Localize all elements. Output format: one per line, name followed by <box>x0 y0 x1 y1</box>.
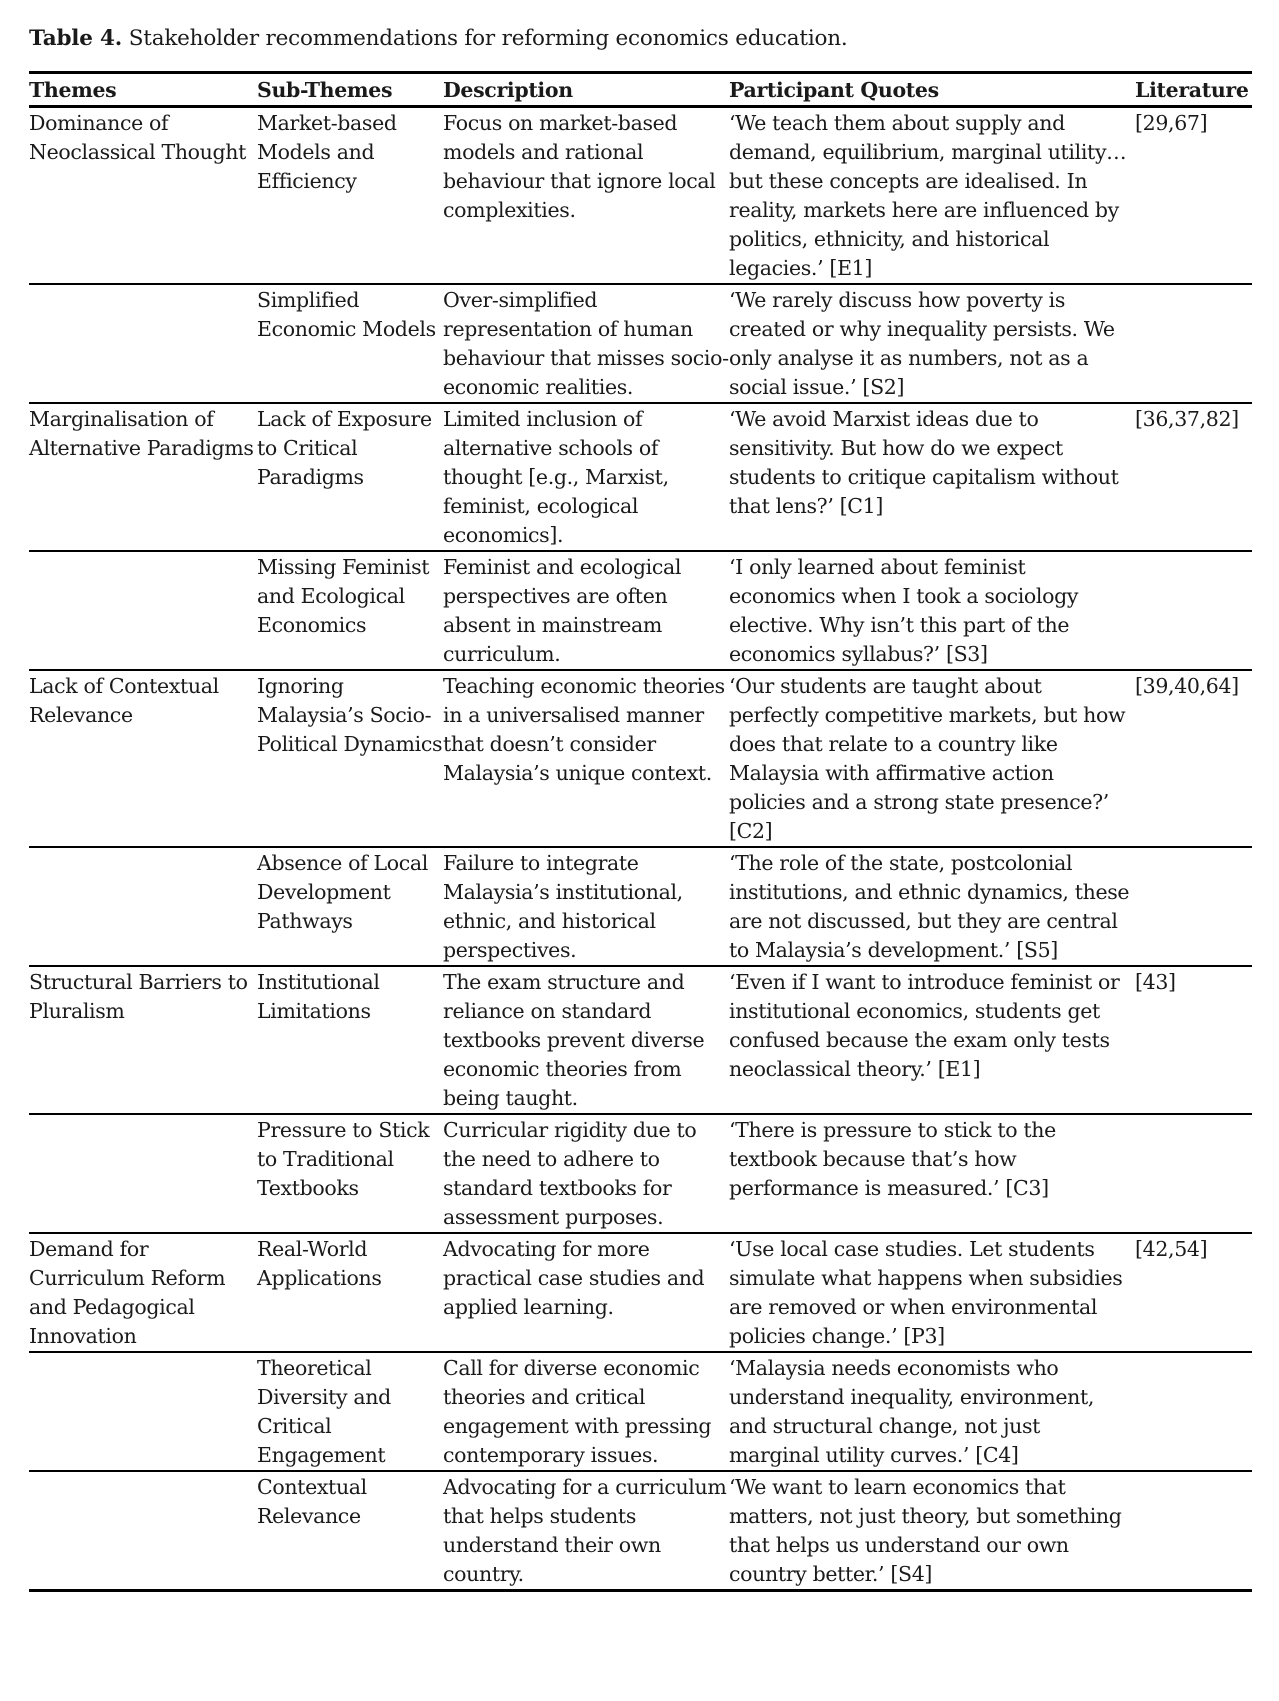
table-header <box>29 73 1252 107</box>
cell-description: Limited inclusion of alternative schools of thought [e.g., Marxist, feminist, ecological economics]. <box>443 407 669 547</box>
table-caption <box>29 26 848 51</box>
table-row <box>29 107 1252 285</box>
cell-literature: [39,40,64] <box>1135 674 1239 698</box>
cell-subtheme: Absence of Local Development Pathways <box>257 851 428 933</box>
cell-literature <box>1135 1471 1252 1591</box>
cell-subtheme: Ignoring Malaysia’s Socio-Political Dynamics <box>257 674 443 756</box>
cell-subtheme: Real-World Applications <box>257 1237 382 1290</box>
cell-subtheme: Market-based Models and Efficiency <box>257 111 397 193</box>
cell-subtheme: Simplified Economic Models <box>257 288 436 341</box>
cell-description: Focus on market-based models and rational behaviour that ignore local complexities. <box>443 111 716 222</box>
cell-theme: Marginalisation of Alternative Paradigms <box>29 407 254 460</box>
header-sub-themes: Sub-Themes <box>257 78 393 102</box>
cell-description: Call for diverse economic theories and critical engagement with pressing contemporary issues. <box>443 1356 712 1467</box>
cell-theme: Structural Barriers to Pluralism <box>29 970 248 1023</box>
cell-literature <box>1135 1352 1252 1471</box>
table-caption-text: Stakeholder recommendations for reforming economics education. <box>128 26 848 51</box>
cell-theme: Lack of Contextual Relevance <box>29 674 219 727</box>
cell-description: Feminist and ecological perspectives are often absent in mainstream curriculum. <box>443 555 682 666</box>
cell-theme: Demand for Curriculum Reform and Pedagogical Innovation <box>29 1237 226 1348</box>
cell-quote: ‘The role of the state, postcolonial institutions, and ethnic dynamics, these are not discussed, but they are central to Malaysia’s development.’ [S5] <box>729 851 1130 962</box>
cell-quote: ‘Even if I want to introduce feminist or institutional economics, students get confused because the exam only tests neoclassical theory.’ [E1] <box>729 970 1120 1081</box>
cell-theme: Dominance of Neoclassical Thought <box>29 111 247 164</box>
cell-theme <box>29 551 257 670</box>
cell-theme <box>29 1352 257 1471</box>
cell-subtheme: Theoretical Diversity and Critical Engagement <box>257 1356 391 1467</box>
table-row <box>29 966 1252 1114</box>
table-row <box>29 551 1252 670</box>
cell-literature: [43] <box>1135 970 1176 994</box>
cell-quote: ‘We rarely discuss how poverty is created or why inequality persists. We only analyse it as numbers, not as a social issue.’ [S2] <box>729 288 1115 399</box>
cell-subtheme: Contextual Relevance <box>257 1475 367 1528</box>
cell-description: Teaching economic theories in a universalised manner that doesn’t consider Malaysia’s unique context. <box>443 674 725 785</box>
recommendations-table <box>29 71 1252 1592</box>
cell-quote: ‘We want to learn economics that matters, not just theory, but something that helps us understand our own country better.’ [S4] <box>729 1475 1122 1586</box>
cell-subtheme: Lack of Exposure to Critical Paradigms <box>257 407 432 489</box>
cell-theme <box>29 284 257 403</box>
cell-quote: ‘We avoid Marxist ideas due to sensitivity. But how do we expect students to critique capitalism without that lens?’ [C1] <box>729 407 1119 518</box>
table-row <box>29 1352 1252 1471</box>
header-participant-quotes: Participant Quotes <box>729 78 939 102</box>
cell-literature: [29,67] <box>1135 111 1208 135</box>
cell-subtheme: Pressure to Stick to Traditional Textbooks <box>257 1118 430 1200</box>
cell-subtheme: Missing Feminist and Ecological Economics <box>257 555 430 637</box>
cell-literature <box>1135 847 1252 966</box>
cell-theme <box>29 847 257 966</box>
table-body <box>29 107 1252 1591</box>
cell-quote: ‘Our students are taught about perfectly competitive markets, but how does that relate to a country like Malaysia with affirmative action policies and a strong state presence?’ [C2] <box>729 674 1126 843</box>
cell-literature <box>1135 1114 1252 1233</box>
table-row <box>29 403 1252 551</box>
header-description: Description <box>443 78 573 102</box>
cell-description: Failure to integrate Malaysia’s institutional, ethnic, and historical perspectives. <box>443 851 683 962</box>
table-row <box>29 1471 1252 1591</box>
table-row <box>29 1233 1252 1352</box>
cell-quote: ‘Malaysia needs economists who understand inequality, environment, and structural change, not just marginal utility curves.’ [C4] <box>729 1356 1095 1467</box>
cell-subtheme: Institutional Limitations <box>257 970 380 1023</box>
header-literature: Literature <box>1135 78 1249 102</box>
cell-quote: ‘We teach them about supply and demand, equilibrium, marginal utility… but these concepts are idealised. In reality, markets here are influenced by politics, ethnicity, and historical legacies.’ [E1] <box>729 111 1127 280</box>
table-row <box>29 1114 1252 1233</box>
cell-description: Curricular rigidity due to the need to adhere to standard textbooks for assessment purposes. <box>443 1118 697 1229</box>
table-row <box>29 284 1252 403</box>
cell-description: Over-simplified representation of human behaviour that misses socio-economic realities. <box>443 288 729 399</box>
table-row <box>29 847 1252 966</box>
cell-literature: [42,54] <box>1135 1237 1208 1261</box>
cell-quote: ‘There is pressure to stick to the textbook because that’s how performance is measured.’ [C3] <box>729 1118 1056 1200</box>
cell-literature <box>1135 551 1252 670</box>
cell-quote: ‘Use local case studies. Let students simulate what happens when subsidies are removed or when environmental policies change.’ [P3] <box>729 1237 1123 1348</box>
cell-description: Advocating for more practical case studies and applied learning. <box>443 1237 705 1319</box>
table-caption-label: Table 4. <box>29 26 123 51</box>
table-row <box>29 670 1252 847</box>
cell-theme <box>29 1471 257 1591</box>
cell-description: The exam structure and reliance on standard textbooks prevent diverse economic theories from being taught. <box>443 970 705 1110</box>
cell-quote: ‘I only learned about feminist economics when I took a sociology elective. Why isn’t this part of the economics syllabus?’ [S3] <box>729 555 1079 666</box>
cell-description: Advocating for a curriculum that helps students understand their own country. <box>443 1475 727 1586</box>
header-themes: Themes <box>29 78 117 102</box>
cell-literature <box>1135 284 1252 403</box>
cell-theme <box>29 1114 257 1233</box>
cell-literature: [36,37,82] <box>1135 407 1239 431</box>
header-row <box>29 73 1252 107</box>
